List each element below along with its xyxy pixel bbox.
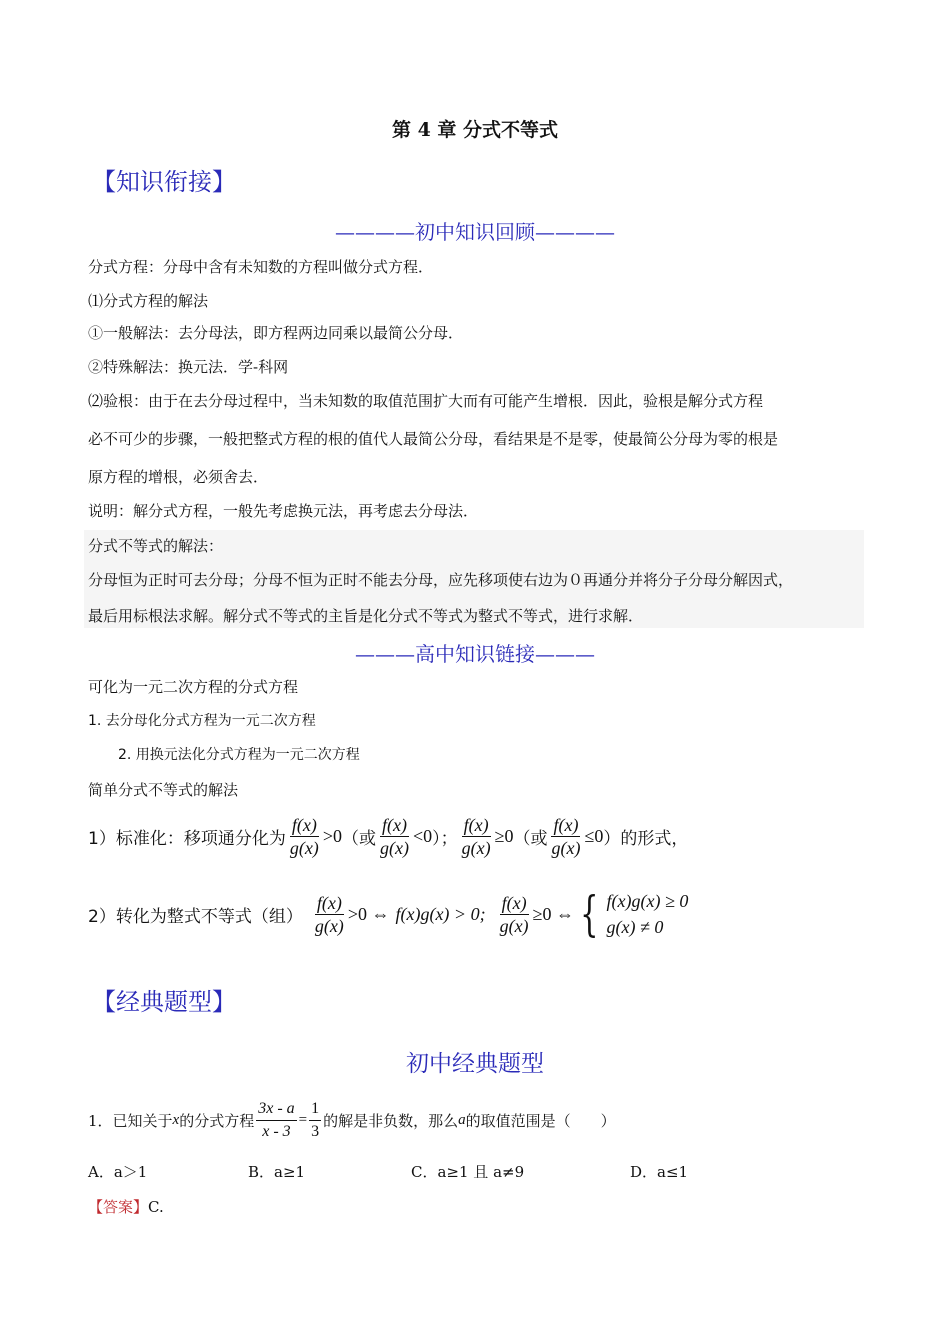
fraction: $\frac{f(x)}{g(x)}$ [551, 815, 581, 858]
text-line: ②特殊解法：换元法．学-科网 [88, 358, 289, 376]
formula-prefix: 2）转化为整式不等式（组） [88, 906, 303, 927]
answer-line [88, 1196, 164, 1217]
section-heading-classic: 【经典题型】 [92, 988, 236, 1016]
text-line: 可化为一元二次方程的分式方程 [88, 678, 299, 696]
text-line: 说明：解分式方程，一般先考虑换元法，再考虑去分母法． [88, 502, 479, 520]
subheading-junior-classic: 初中经典题型 [406, 1051, 544, 1077]
brace-icon: { [580, 886, 599, 942]
option-c: C．a≥1 且 a≠9 [411, 1163, 525, 1181]
fraction: $\frac{1}{3}$ [311, 1100, 320, 1140]
formula-prefix: 1）标准化：移项通分化为 [88, 829, 286, 849]
fraction: $\frac{3x - a}{x - 3}$ [258, 1100, 295, 1140]
text-line: ⑴分式方程的解法 [88, 292, 209, 310]
answer-tag: 【答案】 [88, 1198, 149, 1216]
text-line: 分式方程：分母中含有未知数的方程叫做分式方程． [88, 258, 434, 276]
subheading-junior-review: ————初中知识回顾———— [335, 220, 615, 244]
text-line: ①一般解法：去分母法，即方程两边同乘以最简公分母． [88, 324, 464, 342]
inequality-system: f(x)g(x) ≥ 0 g(x) ≠ 0 [606, 891, 689, 937]
fraction: $\frac{f(x)}{g(x)}$ [461, 815, 491, 858]
text-line: ⑵验根：由于在去分母过程中，当未知数的取值范围扩大而有可能产生增根．因此，验根是解分式方程 [88, 392, 764, 410]
text-line: 原方程的增根，必须舍去． [88, 468, 269, 486]
question-1: 1．已知关于 x 的分式方程 $\frac{3x - a}{x - 3}$ = $\frac{1}{3}$ 的解是非负数，那么 a 的取值范围是（ ） [88, 1098, 616, 1143]
list-item: 2. 用换元法化分式方程为一元二次方程 [118, 747, 360, 763]
fraction: $\frac{f(x)}{g(x)}$ [499, 892, 529, 936]
section-heading-knowledge: 【知识衔接】 [92, 168, 236, 196]
text-line: 分式不等式的解法： [88, 537, 224, 555]
list-item: 1. 去分母化分式方程为一元二次方程 [88, 713, 316, 729]
answer-value: C. [148, 1198, 164, 1216]
text-line: 必不可少的步骤，一般把整式方程的根的值代人最简公分母，看结果是不是零，使最简公分母为零的根是 [88, 430, 779, 448]
option-a: A．a＞1 [88, 1163, 148, 1181]
text-line: 简单分式不等式的解法 [88, 781, 239, 799]
option-b: B．a≥1 [248, 1163, 306, 1181]
chapter-title: 第 4 章 分式不等式 [391, 119, 559, 141]
fraction: $\frac{f(x)}{g(x)}$ [379, 815, 409, 858]
fraction: $\frac{f(x)}{g(x)}$ [314, 892, 344, 936]
subheading-senior-link: ———高中知识链接——— [355, 642, 595, 666]
fraction: $\frac{f(x)}{g(x)}$ [289, 815, 319, 858]
formula-convert: 2）转化为整式不等式（组） $\frac{f(x)}{g(x)}$ >0 ⇔ f(x)g(x) > 0; $\frac{f(x)}{g(x)}$ ≥0 ⇔ { f(x)g(x) ≥ 0 g(x) ≠ 0 [88, 886, 689, 942]
option-d: D．a≤1 [630, 1163, 689, 1181]
formula-standardize: 1）标准化：移项通分化为 $\frac{f(x)}{g(x)}$ >0 （或 $\frac{f(x)}{g(x)}$ <0 ）； $\frac{f(x)}{g(x)}$ ≥0 （或 $\frac{f(x)}{g(x)}$ ≤0 ） 的形式， [88, 815, 689, 858]
text-line: 分母恒为正时可去分母；分母不恒为正时不能去分母，应先移项使右边为０再通分并将分子分母分解因式， [88, 571, 794, 589]
text-line: 最后用标根法求解。解分式不等式的主旨是化分式不等式为整式不等式，进行求解． [88, 607, 644, 625]
